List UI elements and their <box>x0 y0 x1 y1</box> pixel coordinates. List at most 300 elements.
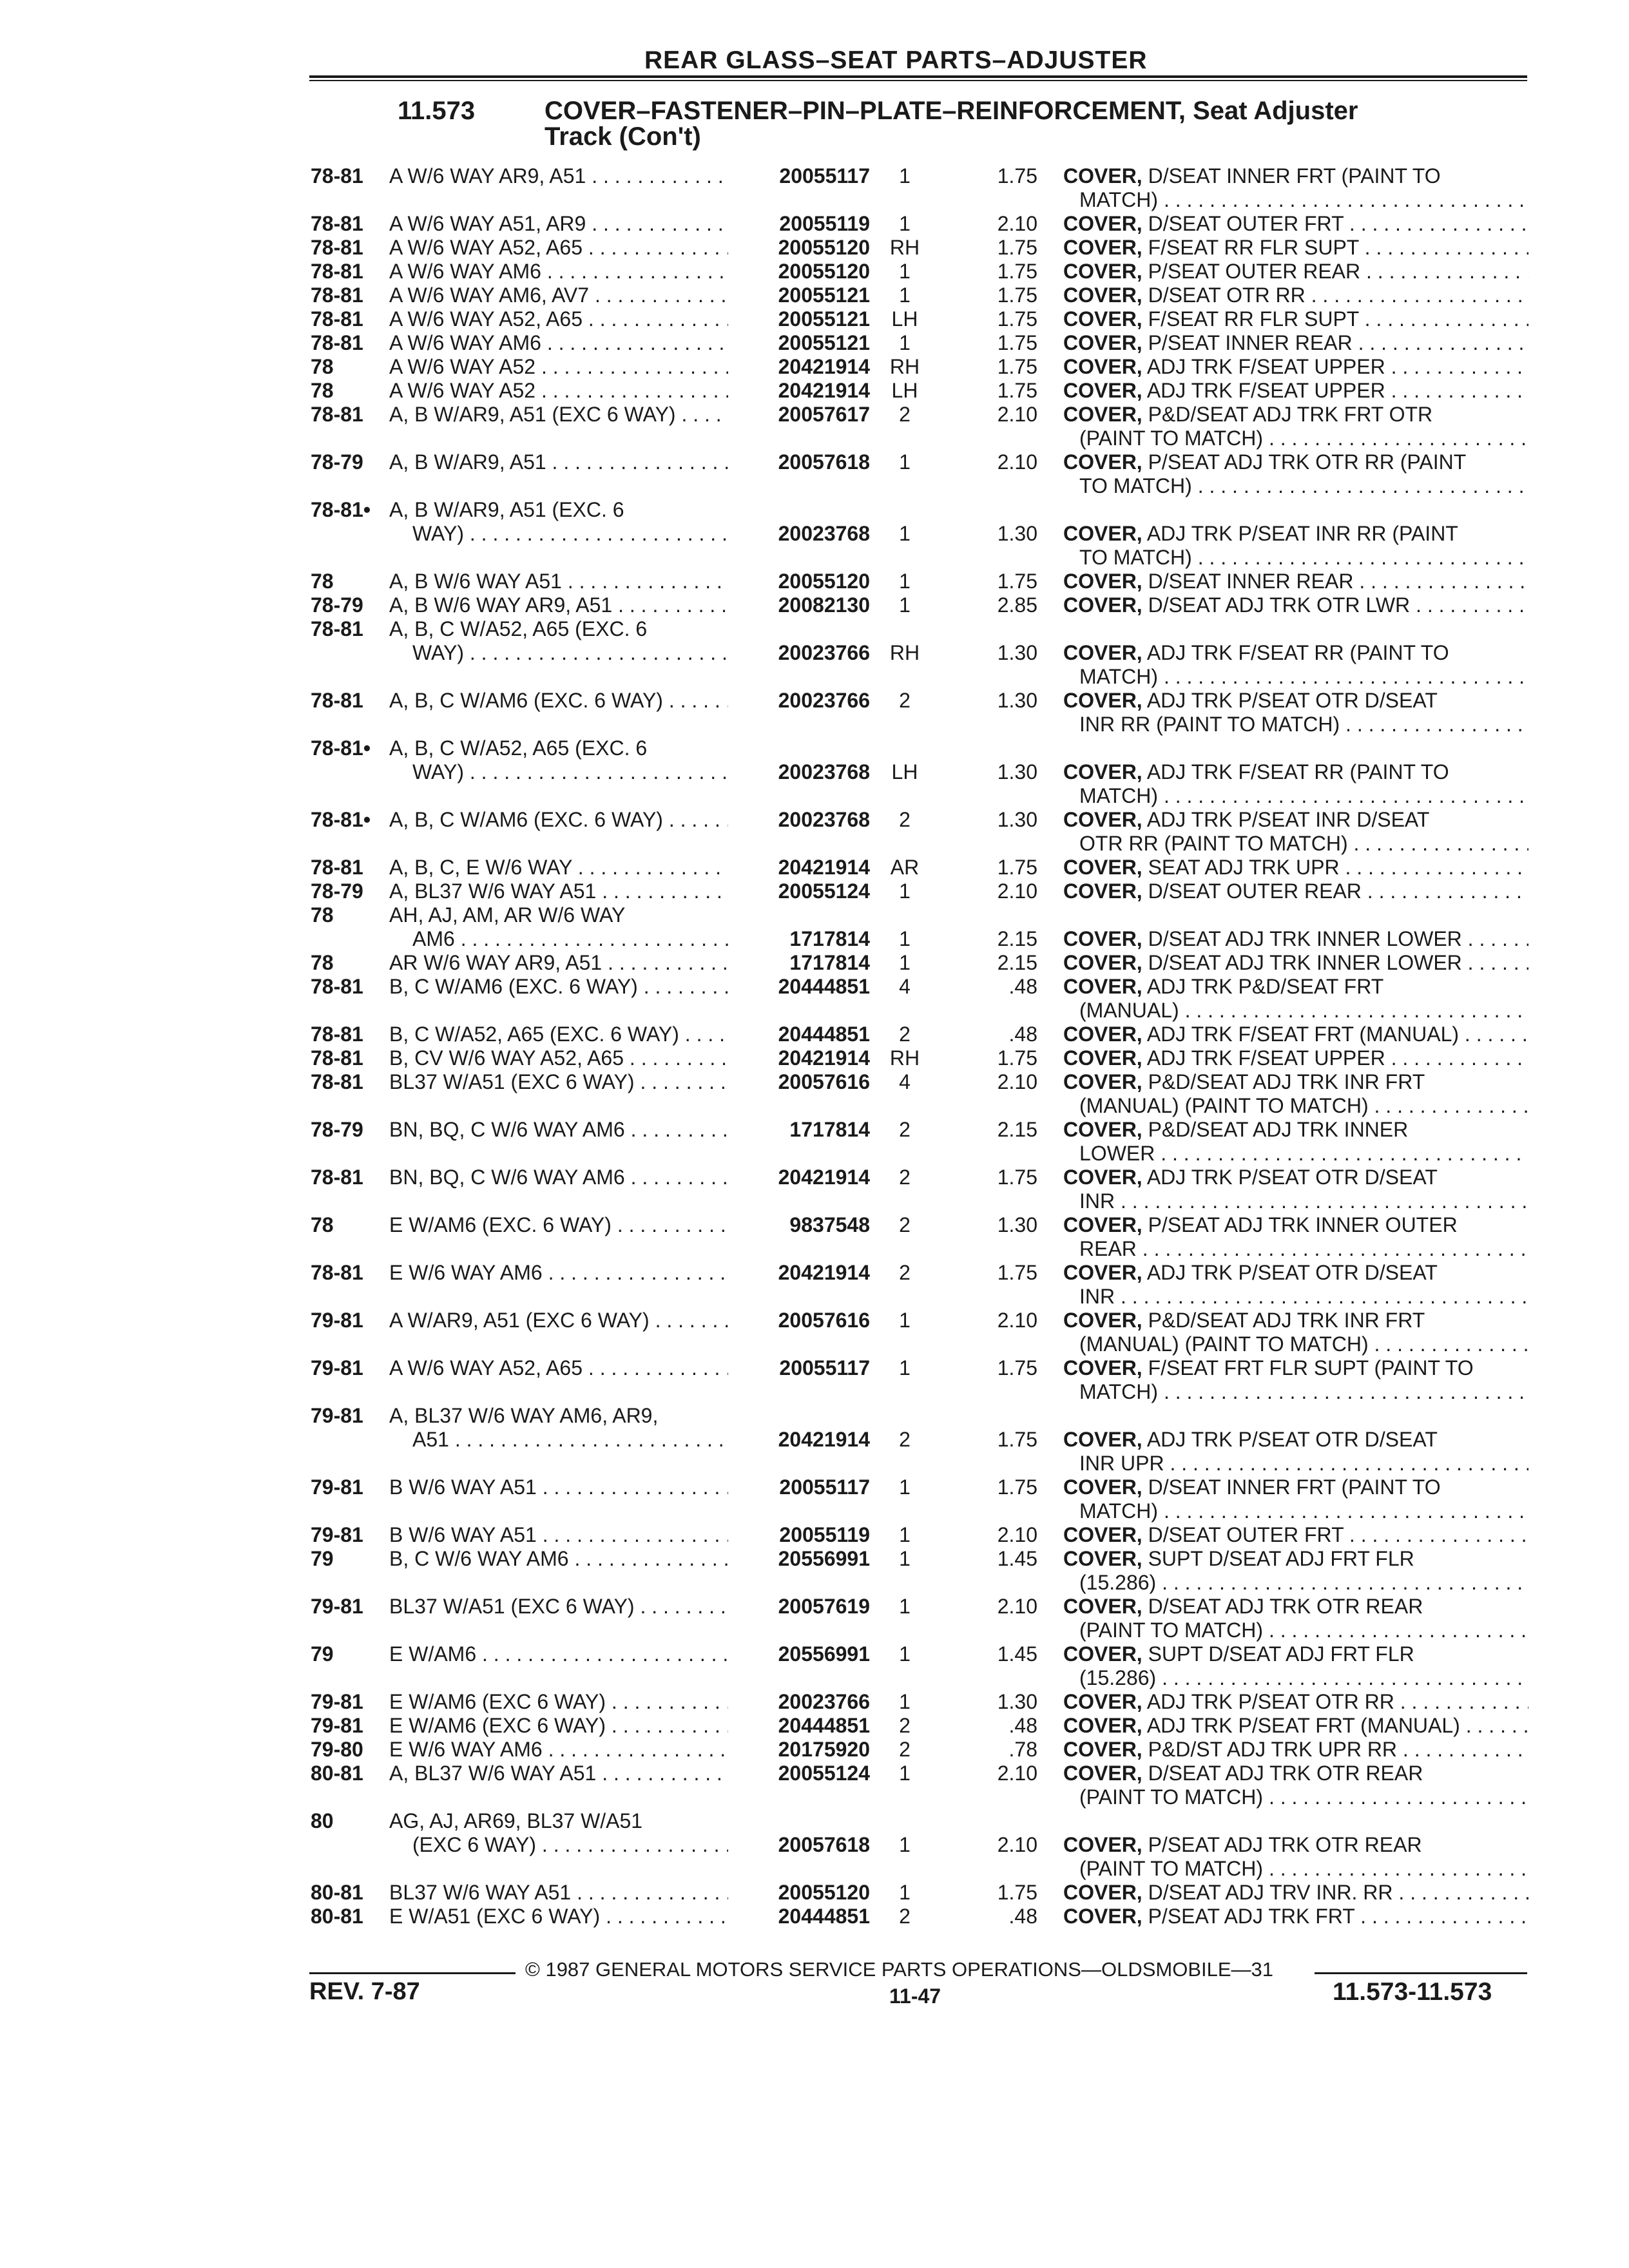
price: 1.30 <box>997 641 1037 664</box>
model-text: A, B, C W/AM6 (EXC. 6 WAY) . . . <box>389 687 728 713</box>
description-keyword: COVER, <box>1063 1905 1142 1928</box>
year-range: 78-81 <box>311 1166 363 1189</box>
price: 2.10 <box>997 450 1037 474</box>
description-keyword: COVER, <box>1063 403 1142 426</box>
row-line <box>0 735 1629 761</box>
description-text: COVER, ADJ TRK P/SEAT INR RR (PAINT <box>1063 522 1458 545</box>
year-range: 78 <box>311 1213 334 1236</box>
price: 1.75 <box>997 1356 1037 1379</box>
row-values <box>0 759 1629 785</box>
description-text: (PAINT TO MATCH) . . . <box>1079 425 1528 451</box>
row-line <box>0 497 1629 523</box>
price: 1.75 <box>997 164 1037 187</box>
year-range: 78-81 <box>311 617 363 640</box>
table-row <box>0 235 1629 258</box>
row-values <box>0 1593 1629 1619</box>
description-line <box>0 1617 1629 1643</box>
table-row <box>0 974 1629 1021</box>
model-text: (EXC 6 WAY) . . . <box>412 1832 728 1858</box>
quantity: 2 <box>899 689 911 712</box>
price: 1.75 <box>997 236 1037 259</box>
row-values <box>0 1713 1629 1738</box>
model-text: BN, BQ, C W/6 WAY AM6 . . . <box>389 1117 728 1142</box>
year-range: 78-81 <box>311 1261 363 1284</box>
model-text: A51 . . . <box>412 1427 728 1452</box>
part-number: 20023768 <box>778 760 870 783</box>
price: 1.45 <box>997 1547 1037 1570</box>
description-text: MATCH) . . . <box>1079 783 1528 809</box>
revision-label: REV. 7-87 <box>309 1978 420 2005</box>
quantity: 1 <box>899 212 911 235</box>
price: 2.15 <box>997 951 1037 974</box>
table-row <box>0 1808 1629 1880</box>
model-text: A, B, C, E W/6 WAY . . . <box>389 854 728 880</box>
row-values <box>0 235 1629 260</box>
row-values <box>0 1641 1629 1667</box>
year-range: 78-81 <box>311 856 363 879</box>
description-text: COVER, D/SEAT ADJ TRV INR. RR . . . <box>1063 1879 1528 1905</box>
description-keyword: COVER, <box>1063 1475 1142 1499</box>
price: 1.75 <box>997 1261 1037 1284</box>
part-number: 20556991 <box>778 1547 870 1570</box>
part-number: 20023766 <box>778 641 870 664</box>
description-line <box>0 831 1629 856</box>
quantity: 1 <box>899 331 911 354</box>
model-text: A W/6 WAY AM6 . . . <box>389 258 728 284</box>
model-applicability: AH, AJ, AM, AR W/6 WAY <box>389 903 626 927</box>
table-row <box>0 950 1629 974</box>
table-row <box>0 616 1629 688</box>
row-values <box>0 1069 1629 1095</box>
row-values <box>0 1522 1629 1548</box>
description-text: COVER, P/SEAT INNER REAR . . . <box>1063 330 1528 356</box>
price: 2.10 <box>997 403 1037 426</box>
row-values <box>0 401 1629 427</box>
row-values <box>0 1736 1629 1762</box>
part-number: 20023766 <box>778 689 870 712</box>
row-line <box>0 1403 1629 1428</box>
model-text: A W/6 WAY AM6, AV7 . . . <box>389 282 728 308</box>
description-text: COVER, D/SEAT INNER FRT (PAINT TO <box>1063 164 1441 187</box>
description-keyword: COVER, <box>1063 164 1142 187</box>
row-values <box>0 1760 1629 1786</box>
model-text: A W/6 WAY A51, AR9 . . . <box>389 211 728 236</box>
year-range: 78-81 <box>311 1070 363 1093</box>
description-keyword: COVER, <box>1063 1762 1142 1785</box>
row-values <box>0 282 1629 308</box>
quantity: 1 <box>899 1523 911 1546</box>
description-keyword: COVER, <box>1063 689 1142 712</box>
row-values <box>0 211 1629 236</box>
part-number: 20055119 <box>779 1523 870 1546</box>
year-range: 79-81 <box>311 1309 363 1332</box>
table-row <box>0 211 1629 235</box>
description-keyword: COVER, <box>1063 1595 1142 1618</box>
part-number: 20057616 <box>778 1070 870 1093</box>
quantity: 1 <box>899 1642 911 1666</box>
price: 1.30 <box>997 522 1037 545</box>
price: 1.75 <box>997 331 1037 354</box>
description-keyword: COVER, <box>1063 927 1142 950</box>
description-text: COVER, D/SEAT ADJ TRK OTR LWR . . . <box>1063 592 1528 618</box>
quantity: 2 <box>899 808 911 831</box>
year-range: 78-81 <box>311 689 363 712</box>
table-row <box>0 1164 1629 1212</box>
description-text: COVER, F/SEAT FRT FLR SUPT (PAINT TO <box>1063 1356 1474 1379</box>
model-text: A, BL37 W/6 WAY A51 . . . <box>389 1760 728 1786</box>
footer-copyright: © 1987 GENERAL MOTORS SERVICE PARTS OPERATIONS—OLDSMOBILE—31 <box>525 1958 1274 1981</box>
description-keyword: COVER, <box>1063 1213 1142 1236</box>
price: .48 <box>1008 975 1037 998</box>
description-text: COVER, ADJ TRK F/SEAT RR (PAINT TO <box>1063 641 1449 664</box>
table-row <box>0 306 1629 330</box>
table-row <box>0 330 1629 354</box>
row-values <box>0 1260 1629 1285</box>
description-text: COVER, ADJ TRK P/SEAT OTR D/SEAT <box>1063 689 1438 712</box>
table-row <box>0 1760 1629 1808</box>
year-range: 78 <box>311 903 334 927</box>
part-number: 20055117 <box>779 1356 870 1379</box>
part-number: 20057617 <box>778 403 870 426</box>
quantity: 2 <box>899 1738 911 1761</box>
description-keyword: COVER, <box>1063 1046 1142 1070</box>
row-values <box>0 974 1629 999</box>
description-text: COVER, D/SEAT INNER FRT (PAINT TO <box>1063 1475 1441 1499</box>
row-values <box>0 354 1629 380</box>
description-text: COVER, F/SEAT RR FLR SUPT . . . <box>1063 235 1528 260</box>
row-values <box>0 1117 1629 1142</box>
model-text: E W/AM6 . . . <box>389 1641 728 1667</box>
quantity: 1 <box>899 951 911 974</box>
quantity: 2 <box>899 1905 911 1928</box>
description-line <box>0 1331 1629 1357</box>
year-range: 80-81 <box>311 1881 363 1904</box>
part-number: 20055117 <box>779 1475 870 1499</box>
price: 1.75 <box>997 1428 1037 1451</box>
description-text: COVER, P&D/SEAT ADJ TRK FRT OTR <box>1063 403 1433 426</box>
part-number: 1717814 <box>789 951 870 974</box>
price: 1.75 <box>997 355 1037 378</box>
price: .78 <box>1008 1738 1037 1761</box>
year-range: 78-79 <box>311 450 363 474</box>
description-line <box>0 1570 1629 1595</box>
row-values <box>0 592 1629 618</box>
description-keyword: COVER, <box>1063 1428 1142 1451</box>
model-text: AR W/6 WAY AR9, A51 . . . <box>389 950 728 975</box>
table-row <box>0 1117 1629 1164</box>
table-row <box>0 1641 1629 1689</box>
row-values <box>0 1307 1629 1333</box>
price: 2.15 <box>997 927 1037 950</box>
model-text: A W/6 WAY A52, A65 . . . <box>389 235 728 260</box>
quantity: 1 <box>899 1881 911 1904</box>
quantity: RH <box>889 236 920 259</box>
model-text: BL37 W/A51 (EXC 6 WAY) . . . <box>389 1593 728 1619</box>
table-row <box>0 1713 1629 1736</box>
description-line <box>0 1665 1629 1691</box>
description-text: OTR RR (PAINT TO MATCH) . . . <box>1079 831 1528 856</box>
quantity: 1 <box>899 164 911 187</box>
part-number: 20055120 <box>778 260 870 283</box>
description-keyword: COVER, <box>1063 641 1142 664</box>
price: 1.75 <box>997 307 1037 331</box>
description-keyword: COVER, <box>1063 331 1142 354</box>
table-row <box>0 878 1629 902</box>
price: 1.75 <box>997 570 1037 593</box>
table-row <box>0 354 1629 378</box>
price: 1.30 <box>997 1690 1037 1713</box>
description-line <box>0 1140 1629 1166</box>
quantity: 1 <box>899 1309 911 1332</box>
price: .48 <box>1008 1905 1037 1928</box>
row-values <box>0 568 1629 594</box>
model-text: A W/6 WAY A52, A65 . . . <box>389 1355 728 1381</box>
part-number: 20055121 <box>778 284 870 307</box>
year-range: 79-80 <box>311 1738 363 1761</box>
model-text: B W/6 WAY A51 . . . <box>389 1474 728 1500</box>
row-values <box>0 449 1629 475</box>
description-text: COVER, D/SEAT INNER REAR . . . <box>1063 568 1528 594</box>
price: 2.10 <box>997 1595 1037 1618</box>
quantity: 1 <box>899 1547 911 1570</box>
quantity: 2 <box>899 1261 911 1284</box>
price: 2.10 <box>997 1070 1037 1093</box>
description-text: (15.286) . . . <box>1079 1570 1528 1595</box>
description-text: COVER, ADJ TRK F/SEAT RR (PAINT TO <box>1063 760 1449 783</box>
description-text: MATCH) . . . <box>1079 1379 1528 1405</box>
model-text: B, C W/A52, A65 (EXC. 6 WAY) . . . <box>389 1021 728 1047</box>
price: 1.75 <box>997 1475 1037 1499</box>
year-range: 78-81 <box>311 307 363 331</box>
price: 1.75 <box>997 1046 1037 1070</box>
year-range: 79 <box>311 1642 334 1666</box>
table-row <box>0 1546 1629 1593</box>
description-text: MATCH) . . . <box>1079 664 1528 689</box>
description-text: COVER, P&D/SEAT ADJ TRK INR FRT <box>1063 1070 1425 1093</box>
description-text: COVER, P&D/SEAT ADJ TRK INNER <box>1063 1118 1409 1141</box>
price: 1.45 <box>997 1642 1037 1666</box>
description-keyword: COVER, <box>1063 1833 1142 1856</box>
quantity: 2 <box>899 1428 911 1451</box>
model-text: B, CV W/6 WAY A52, A65 . . . <box>389 1045 728 1071</box>
model-applicability: AG, AJ, AR69, BL37 W/A51 <box>389 1809 643 1832</box>
description-text: MATCH) . . . <box>1079 187 1528 213</box>
description-text: INR UPR . . . <box>1079 1450 1528 1476</box>
row-values <box>0 1021 1629 1047</box>
description-keyword: COVER, <box>1063 1547 1142 1570</box>
price: .48 <box>1008 1714 1037 1737</box>
table-row <box>0 1355 1629 1403</box>
part-number: 20444851 <box>778 1714 870 1737</box>
row-values <box>0 1879 1629 1905</box>
page-title: REAR GLASS–SEAT PARTS–ADJUSTER <box>644 46 1148 74</box>
description-keyword: COVER, <box>1063 1166 1142 1189</box>
description-keyword: COVER, <box>1063 522 1142 545</box>
quantity: 1 <box>899 1475 911 1499</box>
model-text: A, B W/AR9, A51 (EXC 6 WAY) . . . <box>389 401 728 427</box>
table-row <box>0 282 1629 306</box>
section-title-cont: Track (Con't) <box>545 122 701 151</box>
part-number: 20057618 <box>778 450 870 474</box>
model-text: A, B W/6 WAY AR9, A51 . . . <box>389 592 728 618</box>
year-range: 78-81 <box>311 331 363 354</box>
description-text: (PAINT TO MATCH) . . . <box>1079 1856 1528 1881</box>
quantity: 1 <box>899 260 911 283</box>
page-number: 11-47 <box>889 1984 941 2008</box>
price: .48 <box>1008 1023 1037 1046</box>
description-line <box>0 1236 1629 1262</box>
description-line <box>0 783 1629 809</box>
quantity: 2 <box>899 1213 911 1236</box>
table-row <box>0 1689 1629 1713</box>
table-row <box>0 1736 1629 1760</box>
description-text: COVER, D/SEAT ADJ TRK OTR REAR <box>1063 1762 1423 1785</box>
year-range: 78-81• <box>311 498 371 521</box>
description-text: COVER, ADJ TRK P&D/SEAT FRT <box>1063 975 1384 998</box>
price: 1.75 <box>997 284 1037 307</box>
table-row <box>0 902 1629 950</box>
part-number: 20175920 <box>778 1738 870 1761</box>
model-applicability: A, B, C W/A52, A65 (EXC. 6 <box>389 736 648 760</box>
model-text: BL37 W/A51 (EXC 6 WAY) . . . <box>389 1069 728 1095</box>
description-text: COVER, ADJ TRK P/SEAT OTR D/SEAT <box>1063 1428 1438 1451</box>
description-text: INR RR (PAINT TO MATCH) . . . <box>1079 711 1528 737</box>
quantity: 1 <box>899 879 911 903</box>
description-text: REAR . . . <box>1079 1236 1528 1262</box>
row-values <box>0 258 1629 284</box>
price: 2.10 <box>997 879 1037 903</box>
part-number: 20023766 <box>778 1690 870 1713</box>
year-range: 79-81 <box>311 1595 363 1618</box>
quantity: 4 <box>899 975 911 998</box>
quantity: 1 <box>899 1356 911 1379</box>
description-text: COVER, SUPT D/SEAT ADJ FRT FLR <box>1063 1547 1414 1570</box>
description-text: COVER, P/SEAT OUTER REAR . . . <box>1063 258 1528 284</box>
price: 1.75 <box>997 379 1037 402</box>
part-number: 20055121 <box>778 307 870 331</box>
description-line <box>0 664 1629 689</box>
quantity: 2 <box>899 403 911 426</box>
description-keyword: COVER, <box>1063 808 1142 831</box>
description-line <box>0 1283 1629 1309</box>
year-range: 78-81 <box>311 403 363 426</box>
price: 1.30 <box>997 689 1037 712</box>
description-text: LOWER . . . <box>1079 1140 1528 1166</box>
part-number: 20421914 <box>778 379 870 402</box>
description-keyword: COVER, <box>1063 1118 1142 1141</box>
price: 1.30 <box>997 760 1037 783</box>
model-text: E W/AM6 (EXC. 6 WAY) . . . <box>389 1212 728 1238</box>
price: 1.75 <box>997 1166 1037 1189</box>
price: 2.10 <box>997 1309 1037 1332</box>
model-text: E W/AM6 (EXC 6 WAY) . . . <box>389 1689 728 1715</box>
description-line <box>0 997 1629 1023</box>
model-applicability: A, BL37 W/6 WAY AM6, AR9, <box>389 1404 659 1427</box>
price: 2.10 <box>997 1762 1037 1785</box>
model-text: E W/A51 (EXC 6 WAY) . . . <box>389 1903 728 1929</box>
model-text: B, C W/AM6 (EXC. 6 WAY) . . . <box>389 974 728 999</box>
description-line <box>0 1856 1629 1881</box>
description-text: COVER, D/SEAT OUTER REAR . . . <box>1063 878 1528 904</box>
description-text: COVER, SUPT D/SEAT ADJ FRT FLR <box>1063 1642 1414 1666</box>
year-range: 78 <box>311 570 334 593</box>
description-line <box>0 1498 1629 1524</box>
model-text: A, BL37 W/6 WAY A51 . . . <box>389 878 728 904</box>
quantity: 2 <box>899 1714 911 1737</box>
table-row <box>0 1522 1629 1546</box>
quantity: RH <box>889 641 920 664</box>
table-row <box>0 1474 1629 1522</box>
description-line <box>0 544 1629 570</box>
quantity: RH <box>889 355 920 378</box>
quantity: LH <box>891 379 918 402</box>
description-text: COVER, ADJ TRK F/SEAT UPPER . . . <box>1063 354 1528 380</box>
description-keyword: COVER, <box>1063 1070 1142 1093</box>
price: 1.75 <box>997 260 1037 283</box>
price: 1.75 <box>997 856 1037 879</box>
model-text: WAY) . . . <box>412 521 728 546</box>
table-row <box>0 807 1629 854</box>
table-row <box>0 497 1629 569</box>
description-line <box>0 187 1629 213</box>
year-range: 78-81• <box>311 808 371 831</box>
description-keyword: COVER, <box>1063 1642 1142 1666</box>
price: 1.30 <box>997 808 1037 831</box>
description-text: (15.286) . . . <box>1079 1665 1528 1691</box>
row-values <box>0 1427 1629 1452</box>
part-number: 20421914 <box>778 1046 870 1070</box>
table-row <box>0 592 1629 616</box>
row-values <box>0 854 1629 880</box>
description-line <box>0 1379 1629 1405</box>
year-range: 78-81 <box>311 1046 363 1070</box>
model-text: A, B, C W/AM6 (EXC. 6 WAY) . . . <box>389 807 728 832</box>
model-text: B, C W/6 WAY AM6 . . . <box>389 1546 728 1571</box>
footer-rule-left <box>309 1972 516 1974</box>
model-text: BN, BQ, C W/6 WAY AM6 . . . <box>389 1164 728 1190</box>
part-number: 20421914 <box>778 355 870 378</box>
model-text: A W/6 WAY AR9, A51 . . . <box>389 163 728 189</box>
description-text: COVER, P/SEAT ADJ TRK FRT . . . <box>1063 1903 1528 1929</box>
table-row <box>0 687 1629 735</box>
part-number: 20055124 <box>778 1762 870 1785</box>
description-text: COVER, ADJ TRK F/SEAT UPPER . . . <box>1063 1045 1528 1071</box>
description-keyword: COVER, <box>1063 212 1142 235</box>
model-text: WAY) . . . <box>412 759 728 785</box>
row-values <box>0 950 1629 975</box>
section-number: 11.573 <box>398 97 476 125</box>
description-text: COVER, D/SEAT OTR RR . . . <box>1063 282 1528 308</box>
description-keyword: COVER, <box>1063 1261 1142 1284</box>
description-text: COVER, P/SEAT ADJ TRK INNER OUTER <box>1063 1213 1458 1236</box>
year-range: 79-81 <box>311 1714 363 1737</box>
quantity: 1 <box>899 1762 911 1785</box>
description-text: INR . . . <box>1079 1188 1528 1214</box>
year-range: 78-81 <box>311 975 363 998</box>
table-row <box>0 1403 1629 1475</box>
description-text: COVER, SEAT ADJ TRK UPR . . . <box>1063 854 1528 880</box>
table-row <box>0 1903 1629 1927</box>
table-row <box>0 1879 1629 1903</box>
model-text: WAY) . . . <box>412 640 728 666</box>
description-line <box>0 473 1629 499</box>
part-number: 20055121 <box>778 331 870 354</box>
model-applicability: A, B, C W/A52, A65 (EXC. 6 <box>389 617 648 640</box>
part-number: 20055124 <box>778 879 870 903</box>
model-text: A W/6 WAY A52, A65 . . . <box>389 306 728 332</box>
year-range: 78 <box>311 355 334 378</box>
description-keyword: COVER, <box>1063 1523 1142 1546</box>
